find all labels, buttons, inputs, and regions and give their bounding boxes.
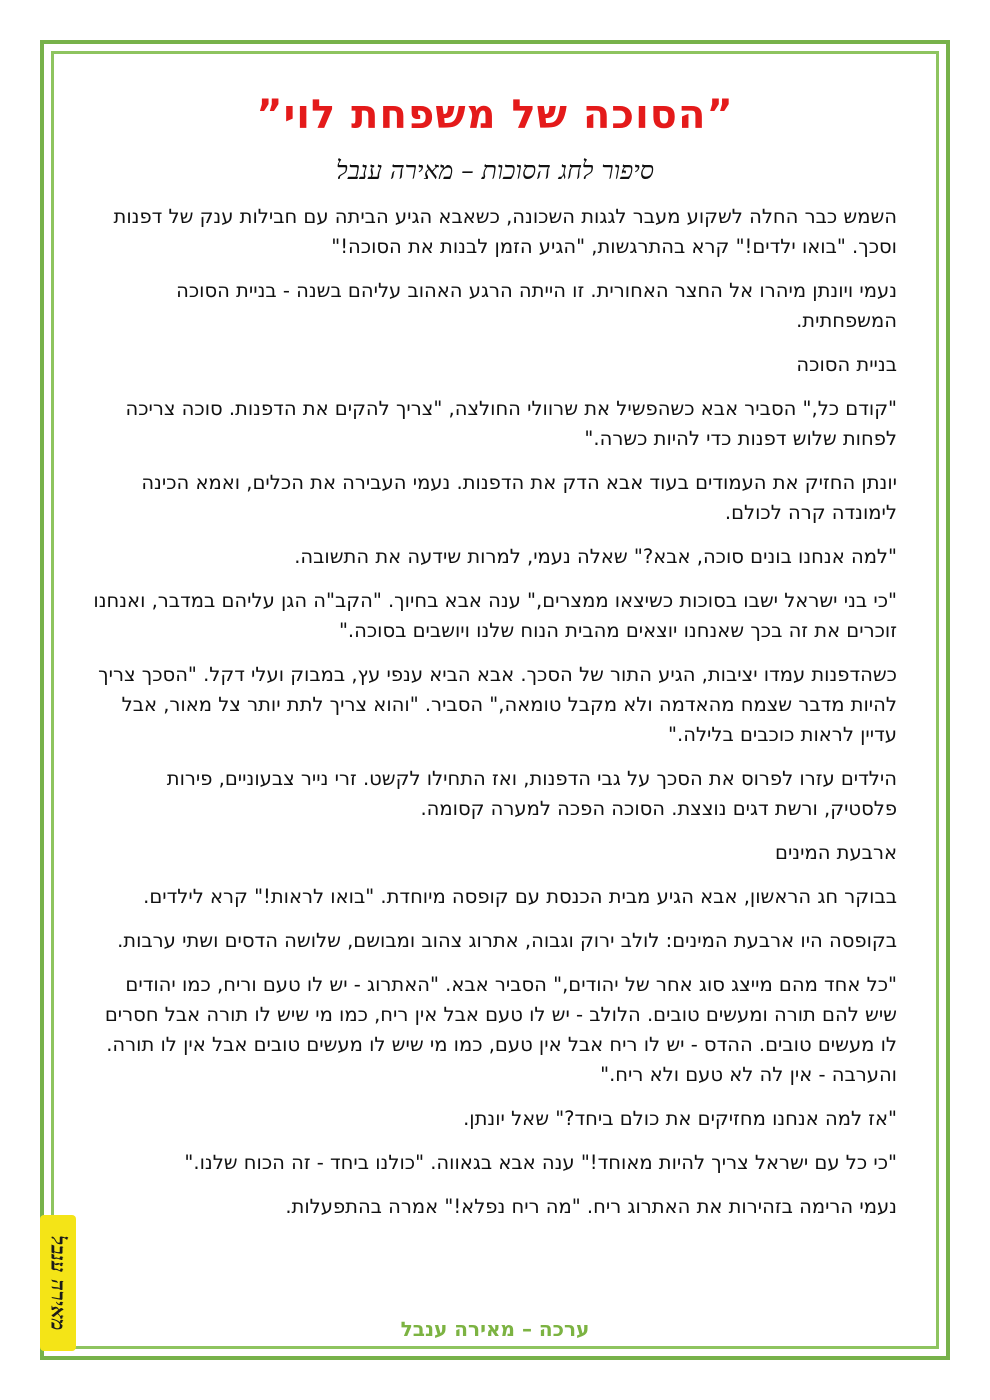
paragraph-6: "כי בני ישראל ישבו בסוכות כשיצאו ממצרים," ענה אבא בחיוך. "הקב"ה הגן עליהם במדבר, ואנחנו זוכרים את זה בכך שאנחנו יוצאים מהבית הנוח שלנו ויושבים בסוכה." xyxy=(93,589,897,642)
paragraph-4: יונתן החזיק את העמודים בעוד אבא הדק את הדפנות. נעמי העבירה את הכלים, ואמא הכינה לימונדה קרה לכולם. xyxy=(141,471,897,524)
paragraph-13: "כי כל עם ישראל צריך להיות מאוחד!" ענה אבא בגאווה. "כולנו ביחד - זה הכוח שלנו." xyxy=(184,1151,897,1174)
document-title: ”הסוכה של משפחת לוי” xyxy=(256,92,734,138)
paragraph-11: "כל אחד מהם מייצג סוג אחר של יהודים," הסביר אבא. "האתרוג - יש לו טעם וריח, כמו יהודים שיש להם תורה ומעשים טובים. הלולב - יש לו טעם אבל אין ריח, כמו מי שיש לו תורה אבל חסרים לו מעשים טובים. ההדס - יש לו ריח אבל אין טעם, כמו מי שיש לו מעשים טובים אבל אין לו תורה. והערבה - אין לה לא טעם ולא ריח." xyxy=(104,973,897,1086)
section-heading-four-species: ארבעת המינים xyxy=(775,841,897,864)
paragraph-5: "למה אנחנו בונים סוכה, אבא?" שאלה נעמי, למרות שידעה את התשובה. xyxy=(294,545,897,568)
signature-text: מאירה ענבל xyxy=(46,1235,71,1331)
paragraph-7: כשהדפנות עמדו יציבות, הגיע התור של הסכך. אבא הביא ענפי עץ, במבוק ועלי דקל. "הסכך צריך להיות מדבר שצמח מהאדמה ולא מקבל טומאה," הסביר. "והוא צריך לתת יותר צל מאור, אבל עדיין לראות כוכבים בלילה." xyxy=(98,663,897,746)
section-heading-building: בניית הסוכה xyxy=(796,353,897,376)
signature-stamp xyxy=(30,1215,88,1351)
document-body xyxy=(93,88,897,1236)
paragraph-1: השמש כבר החלה לשקוע מעבר לגגות השכונה, כשאבא הגיע הביתה עם חבילות ענק של דפנות וסכך. "בואו ילדים!" קרא בהתרגשות, "הגיע הזמן לבנות את הסוכה!" xyxy=(113,205,897,258)
paragraph-12: "אז למה אנחנו מחזיקים את כולם ביחד?" שאל יונתן. xyxy=(463,1107,897,1130)
paragraph-10: בקופסה היו ארבעת המינים: לולב ירוק וגבוה, אתרוג צהוב ומבושם, שלושה הדסים ושתי ערבות. xyxy=(117,929,897,952)
paragraph-14: נעמי הרימה בזהירות את האתרוג ריח. "מה ריח נפלא!" אמרה בהתפעלות. xyxy=(285,1195,897,1218)
document-subtitle: סיפור לחג הסוכות – מאירה ענבל xyxy=(336,156,654,185)
paragraph-3: "קודם כל," הסביר אבא כשהפשיל את שרוולי החולצה, "צריך להקים את הדפנות. סוכה צריכה לפחות שלוש דפנות כדי להיות כשרה." xyxy=(125,397,897,450)
paragraph-8: הילדים עזרו לפרוס את הסכך על גבי הדפנות, ואז התחילו לקשט. זרי נייר צבעוניים, פירות פלסטיק, ורשת דגים נוצצת. הסוכה הפכה למערה קסומה. xyxy=(166,767,897,820)
paragraph-2: נעמי ויונתן מיהרו אל החצר האחורית. זו הייתה הרגע האהוב עליהם בשנה - בניית הסוכה המשפחתית. xyxy=(176,279,897,332)
paragraph-9: בבוקר חג הראשון, אבא הגיע מבית הכנסת עם קופסה מיוחדת. "בואו לראות!" קרא לילדים. xyxy=(143,885,897,908)
footer-credit: ערכה – מאירה ענבל xyxy=(400,1317,590,1341)
